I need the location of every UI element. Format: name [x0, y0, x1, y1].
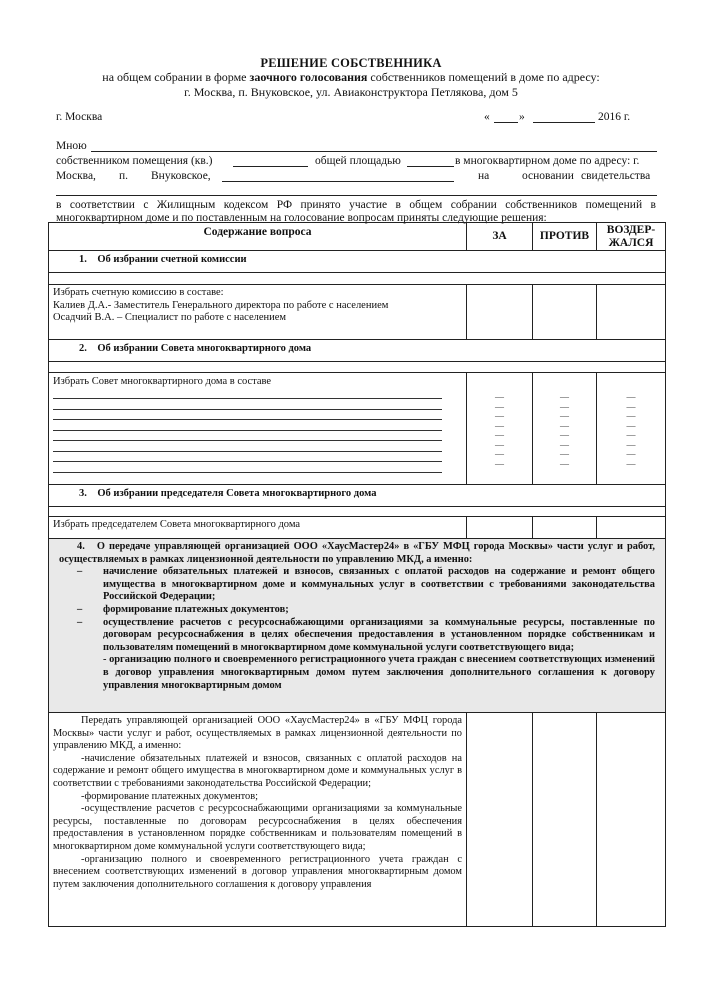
- subtitle-prefix: на общем собрании в форме: [102, 70, 250, 84]
- section-4-for-cell[interactable]: [467, 713, 533, 927]
- dash-mark: —: [495, 449, 504, 459]
- section-1-title: [49, 251, 666, 273]
- section-4-para-2: -начисление обязательных платежей и взносов, связанных с оплатой расходов на содержание и ремонт общего имущества в многоквартирном доме и коммунальных услуг в соответствии с требованиями законодательства Российской Федерации;: [53, 752, 462, 789]
- section-1-line-2: Калиев Д.А.- Заместитель Генерального директора по работе с населением: [53, 299, 389, 311]
- dash-mark: —: [495, 420, 504, 431]
- date-open-quote: «: [484, 111, 490, 123]
- council-member-line[interactable]: [53, 410, 442, 421]
- section-4-text: [49, 713, 467, 927]
- section-3-title-text: Об избрании председателя Совета многоквартирного дома: [97, 488, 377, 499]
- section-1-title-row: [49, 251, 666, 273]
- council-member-line[interactable]: [53, 420, 442, 431]
- council-member-line[interactable]: [53, 431, 442, 442]
- bullet-text: начисление обязательных платежей и взносов, связанных с оплатой расходов на содержание и ремонт общего имущества в многоквартирном доме и коммунальных услуг в соответствии с требованиями законодательства Российской Федерации;: [103, 566, 655, 603]
- section-4-bullet: [59, 654, 655, 692]
- address-p: п.: [119, 170, 129, 182]
- dash-mark: —: [560, 430, 569, 440]
- section-4-para-3: -формирование платежных документов;: [81, 790, 259, 802]
- section-4-vote-row: [49, 713, 666, 927]
- spacer: [49, 273, 666, 285]
- subtitle-bold: заочного голосования: [249, 70, 368, 84]
- section-1-abstain-cell[interactable]: [597, 285, 666, 340]
- dash-mark: —: [560, 458, 569, 469]
- section-4-bullet: [59, 566, 655, 604]
- section-1-line-3: Осадчий В.А. – Специалист по работе с населением: [53, 312, 287, 323]
- certificate-field[interactable]: [56, 195, 657, 196]
- section-2-line-1: Избрать Совет многоквартирного дома в составе: [53, 376, 272, 387]
- address-street-field[interactable]: [222, 181, 454, 182]
- date-day-field[interactable]: [494, 122, 518, 123]
- section-2-abstain-cell[interactable]: [597, 373, 666, 485]
- section-2-text: [49, 373, 467, 485]
- council-member-line[interactable]: [53, 399, 442, 410]
- section-4-bullet: [59, 604, 655, 617]
- owner-name-field[interactable]: [91, 151, 657, 152]
- section-4-title: [59, 541, 655, 566]
- council-member-line[interactable]: [53, 389, 442, 400]
- table-header-row: [49, 223, 666, 251]
- section-4-question: [49, 539, 666, 713]
- dash-mark: —: [626, 458, 636, 469]
- spacer: [49, 362, 666, 373]
- document-title: РЕШЕНИЕ СОБСТВЕННИКА: [260, 56, 442, 70]
- section-2-title-row: [49, 340, 666, 362]
- bullet-dash: –: [77, 616, 83, 628]
- date-year: 2016 г.: [598, 111, 631, 123]
- header-against: ПРОТИВ: [533, 223, 597, 251]
- dash-mark: —: [495, 401, 504, 412]
- section-3-num: 3.: [79, 488, 87, 499]
- section-3-against-cell[interactable]: [533, 517, 597, 539]
- svidetelstva-label: свидетельства: [581, 170, 651, 182]
- council-member-line[interactable]: [53, 441, 442, 452]
- section-2-title: [49, 340, 666, 362]
- section-1-vote-row: [49, 285, 666, 340]
- osnovanii-label: основании: [522, 170, 574, 182]
- dash-mark: —: [495, 411, 504, 421]
- document-address: г. Москва, п. Внуковское, ул. Авиаконструктора Петлякова, дом 5: [184, 85, 518, 99]
- section-4-para-1: Передать управляющей организацией ООО «ХаусМастер24» в «ГБУ МФЦ города Москвы» части услуг и работ, осуществляемых в рамках лицензионной деятельности по управлению МКД, а именно:: [53, 715, 462, 752]
- date-month-field[interactable]: [533, 122, 595, 123]
- intro-line-2: многоквартирном доме и по поставленным на голосование вопросам приняты следующие решения:: [56, 212, 547, 224]
- section-1-against-cell[interactable]: [533, 285, 597, 340]
- area-field[interactable]: [407, 166, 454, 167]
- dash-mark: —: [560, 420, 569, 431]
- dash-mark: —: [626, 401, 636, 412]
- date-close-quote: »: [519, 111, 525, 123]
- intro-line-1: в соответствии с Жилищным кодексом РФ принято участие в общем собрании собственников помещений в: [56, 199, 656, 211]
- dash-mark: —: [495, 392, 504, 402]
- section-2-for-cell[interactable]: [467, 373, 533, 485]
- bullet-dash: –: [77, 566, 83, 578]
- section-1-text: [49, 285, 467, 340]
- address-label: в многоквартирном доме по адресу: г.: [455, 155, 640, 167]
- dash-mark: —: [626, 411, 636, 421]
- section-4-para-5: -организацию полного и своевременного регистрационного учета граждан с внесением соответствующих изменений в договор управления многоквартирным домом путем заключения дополнительного соглашения к договору управления: [53, 853, 462, 890]
- bullet-text: формирование платежных документов;: [103, 603, 289, 615]
- subtitle-suffix: собственников помещений в доме по адресу:: [367, 70, 600, 84]
- section-3-vote-row: [49, 517, 666, 539]
- dash-mark: —: [495, 430, 504, 440]
- city-label: г. Москва: [56, 111, 103, 123]
- dash-mark: —: [626, 430, 636, 440]
- section-4-bullet: [59, 617, 655, 655]
- section-4-num: 4.: [77, 541, 85, 552]
- section-4-against-cell[interactable]: [533, 713, 597, 927]
- address-vnukovskoe: Внуковское,: [151, 170, 211, 182]
- section-1-title-text: Об избрании счетной комиссии: [97, 254, 247, 265]
- header-abstain-line-1: ВОЗДЕР-: [606, 223, 656, 236]
- spacer: [49, 507, 666, 517]
- section-3-for-cell[interactable]: [467, 517, 533, 539]
- section-1-for-cell[interactable]: [467, 285, 533, 340]
- header-abstain: [597, 223, 666, 251]
- dash-mark: —: [495, 458, 504, 469]
- bullet-dash: –: [77, 603, 83, 615]
- section-1-num: 1.: [79, 254, 87, 265]
- section-4-title-row: [49, 539, 666, 713]
- area-label: общей площадью: [315, 155, 401, 167]
- section-3-abstain-cell[interactable]: [597, 517, 666, 539]
- dash-mark: —: [560, 401, 569, 412]
- section-2-num: 2.: [79, 343, 87, 354]
- council-member-line[interactable]: [53, 452, 442, 463]
- header-question: Содержание вопроса: [49, 223, 467, 251]
- mnoyu-label: Мною: [56, 140, 87, 152]
- bullet-text: осуществление расчетов с ресурсоснабжающими организациями за коммунальные ресурсы, поставленные по договорам ресурсоснабжения в целях обеспечения предоставления в установленном порядке собственникам и пользователям помещений в многоквартирном доме коммунальной услуги соответствующего вида;: [103, 616, 655, 653]
- dash-mark: —: [626, 439, 636, 450]
- voting-table: [48, 222, 666, 927]
- owner-label: собственником помещения (кв.): [56, 155, 213, 167]
- na-label: на: [478, 170, 490, 182]
- section-2-against-cell[interactable]: [533, 373, 597, 485]
- dash-mark: —: [560, 449, 569, 459]
- section-3-title-row: [49, 485, 666, 507]
- dash-mark: —: [626, 392, 636, 402]
- apartment-field[interactable]: [233, 166, 308, 167]
- dash-mark: —: [495, 439, 504, 450]
- document-subtitle: [0, 70, 702, 85]
- bullet-text: - организацию полного и своевременного регистрационного учета граждан с внесением соответствующих изменений в договор управления многоквартирным домом путем заключения дополнительного соглашения к договору управления многоквартирным домом: [103, 654, 655, 691]
- header-abstain-line-2: ЖАЛСЯ: [608, 236, 654, 249]
- section-4-abstain-cell[interactable]: [597, 713, 666, 927]
- header-for: ЗА: [467, 223, 533, 251]
- section-3-text: Избрать председателем Совета многоквартирного дома: [49, 517, 467, 539]
- section-2-title-text: Об избрании Совета многоквартирного дома: [97, 343, 312, 354]
- section-3-title: [49, 485, 666, 507]
- dash-mark: —: [626, 420, 636, 431]
- dash-mark: —: [560, 439, 569, 450]
- dash-mark: —: [626, 449, 636, 459]
- section-4-title-text: О передаче управляющей организацией ООО «ХаусМастер24» в «ГБУ МФЦ города Москвы» части услуг и работ, осуществляемых в рамках лицензионной деятельности по управлению МКД, а именно:: [59, 541, 655, 565]
- address-moscow: Москва,: [56, 170, 96, 182]
- section-2-vote-row: [49, 373, 666, 485]
- section-1-line-1: Избрать счетную комиссию в составе:: [53, 287, 224, 298]
- council-member-line[interactable]: [53, 462, 442, 473]
- dash-mark: —: [560, 411, 569, 421]
- dash-mark: —: [560, 392, 569, 402]
- section-4-para-4: -осуществление расчетов с ресурсоснабжающими организациями за коммунальные ресурсы, поставленные по договорам ресурсоснабжения в целях обеспечения предоставления в установленном порядке собственникам и пользователям помещений в многоквартирном доме коммунальной услуги соответствующего вида;: [53, 803, 462, 852]
